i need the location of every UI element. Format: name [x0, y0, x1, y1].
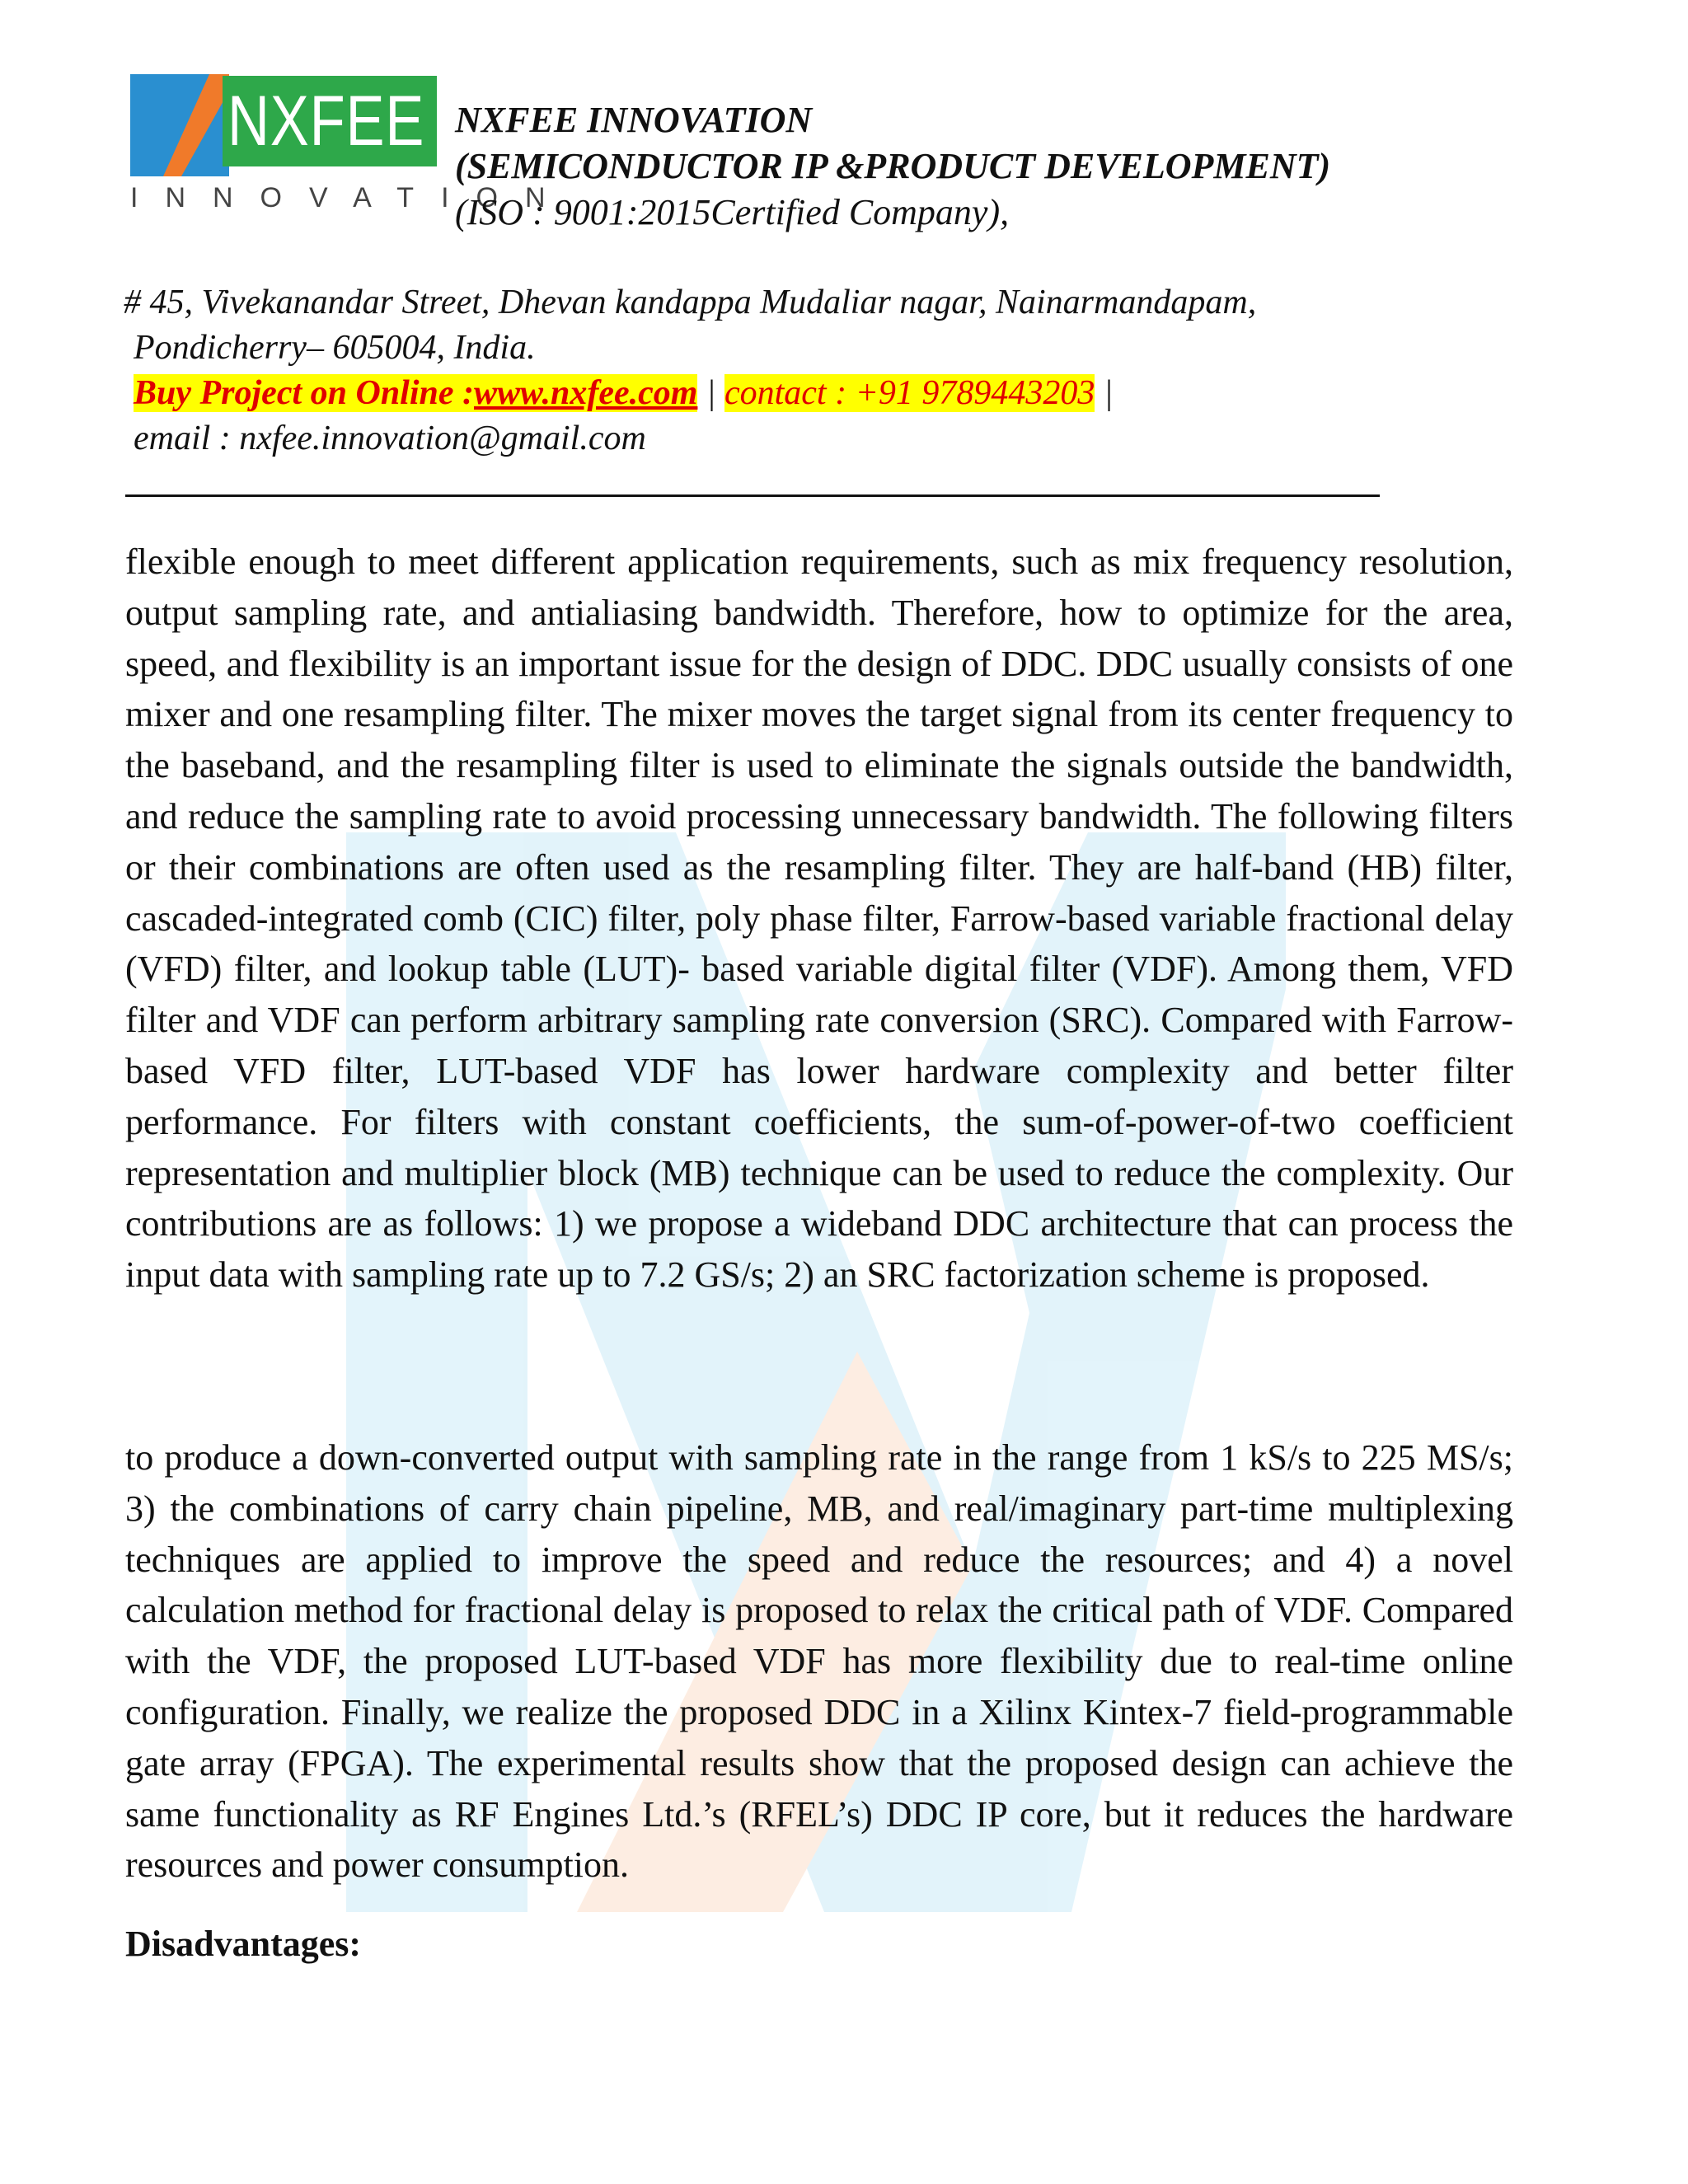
section-heading-disadvantages: Disadvantages: — [125, 1924, 362, 1964]
body-paragraph-1: flexible enough to meet different application requirements, such as mix frequency resolution, output sampling rate, and antialiasing bandwidth. Therefore, how to optimize for the area, speed, and flexibility is an important issue for the design of DDC. DDC usually consists of one mixer and one resampling filter. The mixer moves the target signal from its center frequency to the baseband, and the resampling filter is used to eliminate the signals outside the bandwidth, and reduce the sampling rate to avoid processing unnecessary bandwidth. The following filters or their combinations are often used as the resampling filter. They are half-band (HB) filter, cascaded-integrated comb (CIC) filter, poly phase filter, Farrow-based variable fractional delay (VFD) filter, and lookup table (LUT)- based variable digital filter (VDF). Among them, VFD filter and VDF can perform arbitrary sampling rate conversion (SRC). Compared with Farrow-based VFD filter, LUT-based VDF has lower hardware complexity and better filter performance. For filters with constant coefficients, the sum-of-power-of-two coefficient representation and multiplier block (MB) technique can be used to reduce the complexity. Our contributions are as follows: 1) we propose a wideband DDC architecture that can process the input data with sampling rate up to 7.2 GS/s; 2) an SRC factorization scheme is proposed. — [125, 541, 1513, 1296]
buy-label: Buy Project on Online : — [134, 374, 475, 412]
address-line-2: Pondicherry– 605004, India. — [134, 329, 536, 367]
website-link[interactable]: www.nxfee.com — [474, 374, 698, 412]
nx-logo-mark-icon — [130, 74, 229, 176]
company-name: NXFEE INNOVATION — [455, 100, 813, 140]
contact-line — [124, 371, 1256, 416]
email-line: email : nxfee.innovation@gmail.com — [134, 419, 646, 457]
logo-tagline: INNOVATION — [130, 182, 573, 213]
address-line-1: # 45, Vivekanandar Street, Dhevan kandappa Mudaliar nagar, Nainarmandapam, — [124, 284, 1257, 321]
body-paragraph-2: to produce a down-converted output with sampling rate in the range from 1 kS/s to 225 MS/s; 3) the combinations of carry chain pipeline, MB, and real/imaginary part-time multiplexing techniques are applied to improve the speed and reduce the resources; and 4) a novel calculation method for fractional delay is proposed to relax the critical path of VDF. Compared with the VDF, the proposed LUT-based VDF has more flexibility due to real-time online configuration. Finally, we realize the proposed DDC in a Xilinx Kintex-7 field-programmable gate array (FPGA). The experimental results show that the proposed design can achieve the same functionality as RF Engines Ltd.’s (RFEL’s) DDC IP core, but it reduces the hardware resources and power consumption. — [125, 1437, 1513, 1886]
company-subtitle: (SEMICONDUCTOR IP &PRODUCT DEVELOPMENT) — [455, 146, 1331, 186]
logo-wordmark: NXFEE — [227, 82, 425, 161]
header-divider — [125, 494, 1380, 497]
address-block — [124, 280, 1256, 462]
contact-phone: contact : +91 9789443203 — [724, 374, 1095, 412]
certification: (ISO : 9001:2015Certified Company), — [455, 192, 1010, 232]
company-logo — [124, 68, 573, 224]
separator: | — [706, 374, 716, 412]
separator: | — [1103, 374, 1114, 412]
company-header — [455, 97, 1330, 236]
